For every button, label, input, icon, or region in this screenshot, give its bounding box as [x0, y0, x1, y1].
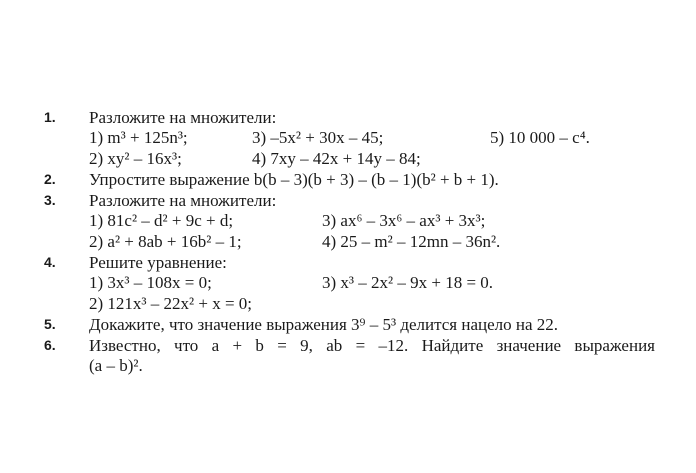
problem-continuation: (a – b)². — [89, 356, 143, 375]
problem-number: 5. — [44, 316, 56, 332]
problem-item: 4) 7xy – 42x + 14y – 84; — [252, 149, 421, 168]
problem-item: 5) 10 000 – c⁴. — [490, 128, 590, 147]
problem-title: Разложите на множители: — [89, 108, 277, 127]
problem-item: 1) 81c² – d² + 9c + d; — [89, 211, 234, 230]
problem-item: 3) –5x² + 30x – 45; — [252, 128, 384, 147]
problem-title: Известно, что a + b = 9, ab = –12. Найдите значение выражения — [89, 336, 655, 355]
problem-item: 1) 3x³ – 108x = 0; — [89, 273, 212, 292]
problem-item: 2) 121x³ – 22x² + x = 0; — [89, 294, 253, 313]
problem-number: 3. — [44, 192, 56, 208]
problem-number: 1. — [44, 109, 56, 125]
problem-item: 3) x³ – 2x² – 9x + 18 = 0. — [322, 273, 494, 292]
problem-number: 4. — [44, 254, 56, 270]
problem-item: 2) xy² – 16x³; — [89, 149, 182, 168]
problem-title: Упростите выражение b(b – 3)(b + 3) – (b – 1)(b² + b + 1). — [89, 170, 499, 189]
problem-title: Разложите на множители: — [89, 191, 277, 210]
problem-item: 1) m³ + 125n³; — [89, 128, 188, 147]
problem-number: 6. — [44, 337, 56, 353]
problem-title: Решите уравнение: — [89, 253, 227, 272]
problem-item: 4) 25 – m² – 12mn – 36n². — [322, 232, 501, 251]
problem-number: 2. — [44, 171, 56, 187]
problem-item: 3) ax⁶ – 3x⁶ – ax³ + 3x³; — [322, 211, 486, 230]
problem-title: Докажите, что значение выражения 3⁹ – 5³ делится нацело на 22. — [89, 315, 559, 334]
problem-item: 2) a² + 8ab + 16b² – 1; — [89, 232, 242, 251]
